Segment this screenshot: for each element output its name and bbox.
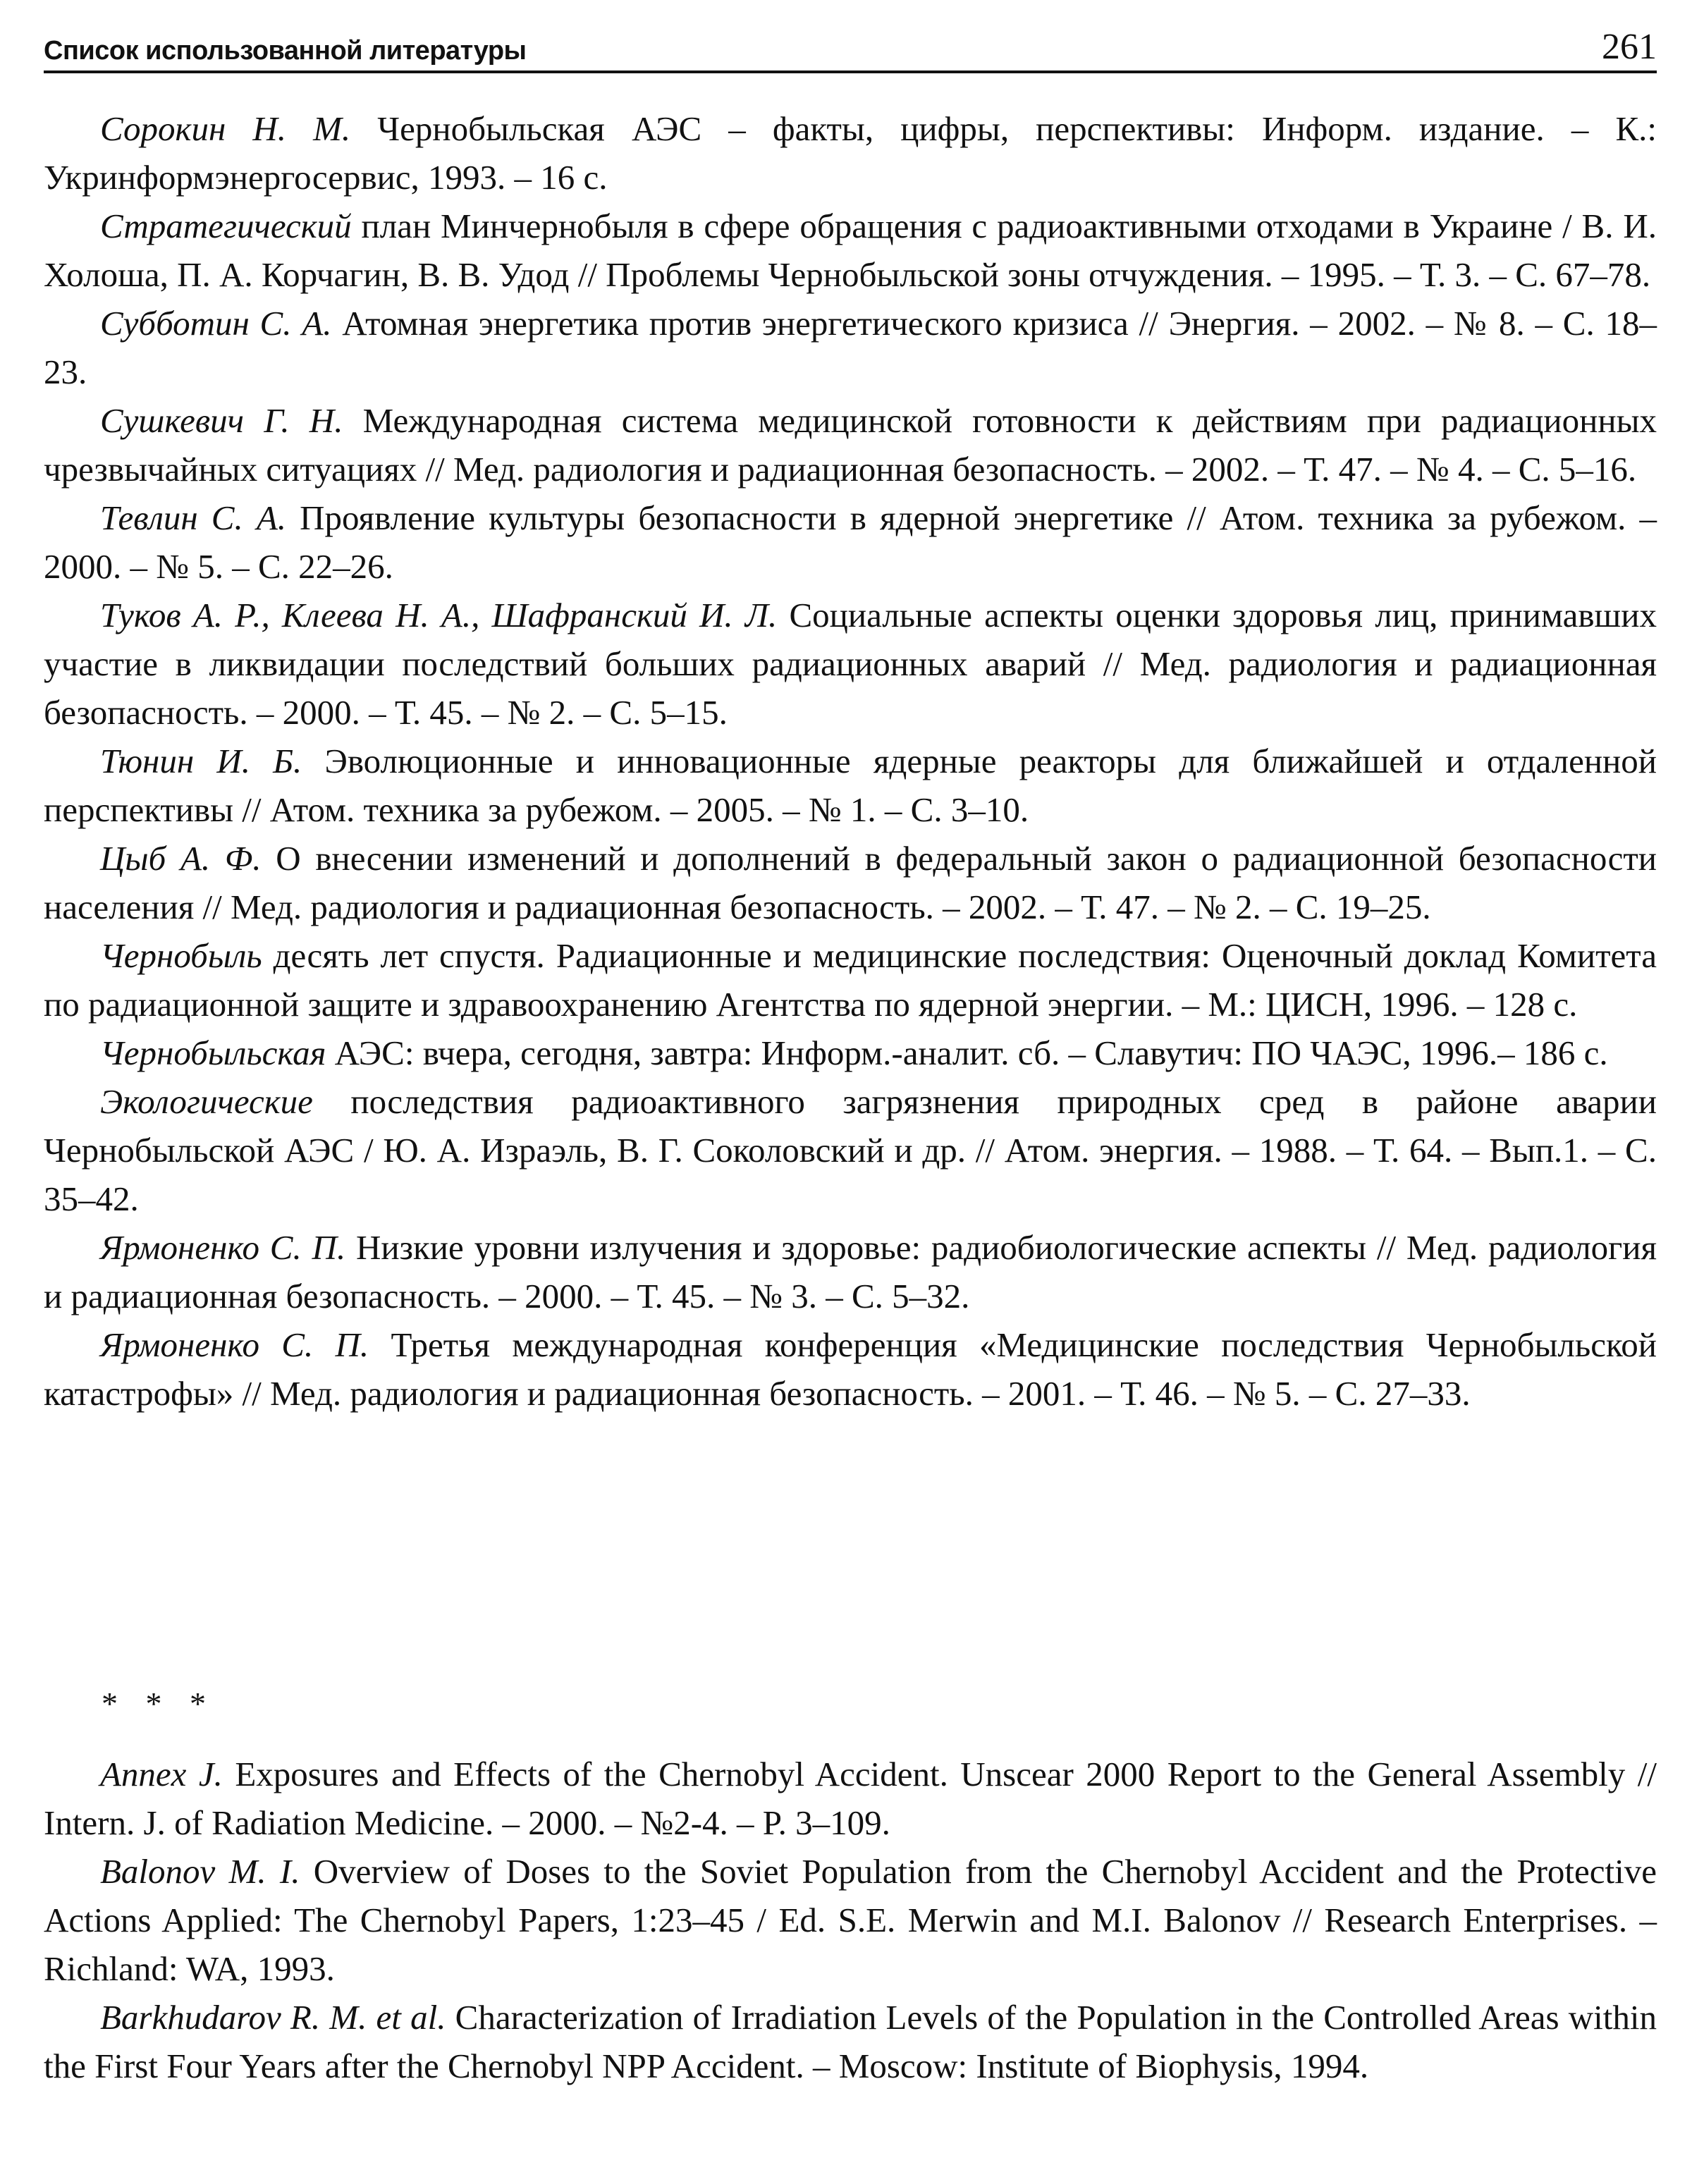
reference-item	[44, 591, 1657, 737]
section-separator: * * *	[102, 1686, 216, 1722]
reference-author: Barkhudarov R. M. et al.	[100, 1998, 446, 2037]
reference-item	[44, 1847, 1657, 1993]
reference-item	[44, 1320, 1657, 1418]
page-number: 261	[1602, 27, 1657, 67]
reference-text: Overview of Doses to the Soviet Population from the Chernobyl Accident and the Protective Actions Applied: The Chernobyl Papers, 1:23–45 / Ed. S.E. Merwin and M.I. Balonov // Research Enterprises. – Richland: WA, 1993.	[44, 1852, 1657, 1988]
reference-text: Международная система медицинской готовности к действиям при радиационных чрезвычайных ситуациях // Мед. радиология и радиационная безопасность. – 2002. – Т. 47. – № 4. – С. 5–16.	[44, 401, 1657, 489]
reference-text: план Минчернобыля в сфере обращения с радиоактивными отходами в Украине / В. И. Холоша, П. А. Корчагин, В. В. Удод // Проблемы Чернобыльской зоны отчуждения. – 1995. – Т. 3. – С. 67–78.	[44, 207, 1657, 294]
reference-item	[44, 1029, 1657, 1077]
reference-item	[44, 931, 1657, 1029]
reference-item	[44, 1223, 1657, 1320]
reference-item	[44, 396, 1657, 493]
reference-text: АЭС: вчера, сегодня, завтра: Информ.-аналит. сб. – Славутич: ПО ЧАЭС, 1996.– 186 с.	[326, 1033, 1608, 1072]
reference-text: Третья международная конференция «Медицинские последствия Чернобыльской катастрофы» // Мед. радиология и радиационная безопасность. – 2001. – Т. 46. – № 5. – С. 27–33.	[44, 1325, 1657, 1413]
reference-text: О внесении изменений и дополнений в федеральный закон о радиационной безопасности населения // Мед. радиология и радиационная безопасность. – 2002. – Т. 47. – № 2. – С. 19–25.	[44, 839, 1657, 926]
reference-item	[44, 1750, 1657, 1847]
reference-text: Exposures and Effects of the Chernobyl Accident. Unscear 2000 Report to the General Assembly // Intern. J. of Radiation Medicine. – 2000. – №2-4. – P. 3–109.	[44, 1755, 1657, 1842]
reference-author: Ярмоненко С. П.	[100, 1228, 346, 1267]
reference-text: десять лет спустя. Радиационные и медицинские последствия: Оценочный доклад Комитета по радиационной защите и здравоохранению Агентства по ядерной энергии. – М.: ЦИСН, 1996. – 128 с.	[44, 936, 1657, 1024]
reference-list-english	[44, 1750, 1657, 2090]
reference-item	[44, 493, 1657, 591]
book-page	[44, 0, 1657, 2184]
reference-item	[44, 202, 1657, 299]
reference-author: Туков А. Р., Клеева Н. А., Шафранский И. Л.	[100, 596, 778, 634]
reference-text: Characterization of Irradiation Levels of the Population in the Controlled Areas within the First Four Years after the Chernobyl NPP Accident. – Moscow: Institute of Biophysis, 1994.	[44, 1998, 1657, 2085]
reference-text: Социальные аспекты оценки здоровья лиц, принимавших участие в ликвидации последствий больших радиационных аварий // Мед. радиология и радиационная безопасность. – 2000. – Т. 45. – № 2. – С. 5–15.	[44, 596, 1657, 732]
reference-item	[44, 1993, 1657, 2090]
reference-text: последствия радиоактивного загрязнения природных сред в районе аварии Чернобыльской АЭС / Ю. А. Израэль, В. Г. Соколовский и др. // Атом. энергия. – 1988. – Т. 64. – Вып.1. – С. 35–42.	[44, 1082, 1657, 1218]
reference-text: Эволюционные и инновационные ядерные реакторы для ближайшей и отдаленной перспективы // Атом. техника за рубежом. – 2005. – № 1. – С. 3–10.	[44, 742, 1657, 829]
reference-author: Сорокин Н. М.	[100, 109, 351, 148]
reference-item	[44, 737, 1657, 834]
reference-author: Субботин С. А.	[100, 304, 332, 343]
reference-list-russian	[44, 104, 1657, 1418]
reference-text: Атомная энергетика против энергетического кризиса // Энергия. – 2002. – № 8. – С. 18–23.	[44, 304, 1657, 391]
reference-author: Balonov M. I.	[100, 1852, 300, 1891]
reference-author: Тюнин И. Б.	[100, 742, 302, 780]
reference-author: Чернобыль	[100, 936, 262, 975]
reference-text: Проявление культуры безопасности в ядерной энергетике // Атом. техника за рубежом. – 2000. – № 5. – С. 22–26.	[44, 498, 1657, 586]
reference-item	[44, 299, 1657, 396]
reference-text: Чернобыльская АЭС – факты, цифры, перспективы: Информ. издание. – К.: Укринформэнергосервис, 1993. – 16 с.	[44, 109, 1657, 197]
reference-author: Сушкевич Г. Н.	[100, 401, 343, 440]
reference-text: Низкие уровни излучения и здоровье: радиобиологические аспекты // Мед. радиология и радиационная безопасность. – 2000. – Т. 45. – № 3. – С. 5–32.	[44, 1228, 1657, 1315]
reference-author: Annex J.	[100, 1755, 223, 1793]
reference-item	[44, 104, 1657, 202]
reference-author: Экологические	[100, 1082, 313, 1121]
reference-author: Чернобыльская	[100, 1033, 326, 1072]
reference-author: Ярмоненко С. П.	[100, 1325, 369, 1364]
reference-item	[44, 1077, 1657, 1223]
reference-item	[44, 834, 1657, 931]
page-header	[44, 27, 1657, 73]
reference-author: Цыб А. Ф.	[100, 839, 262, 878]
running-title: Список использованной литературы	[44, 36, 527, 66]
reference-author: Тевлин С. А.	[100, 498, 287, 537]
reference-author: Стратегический	[100, 207, 352, 245]
